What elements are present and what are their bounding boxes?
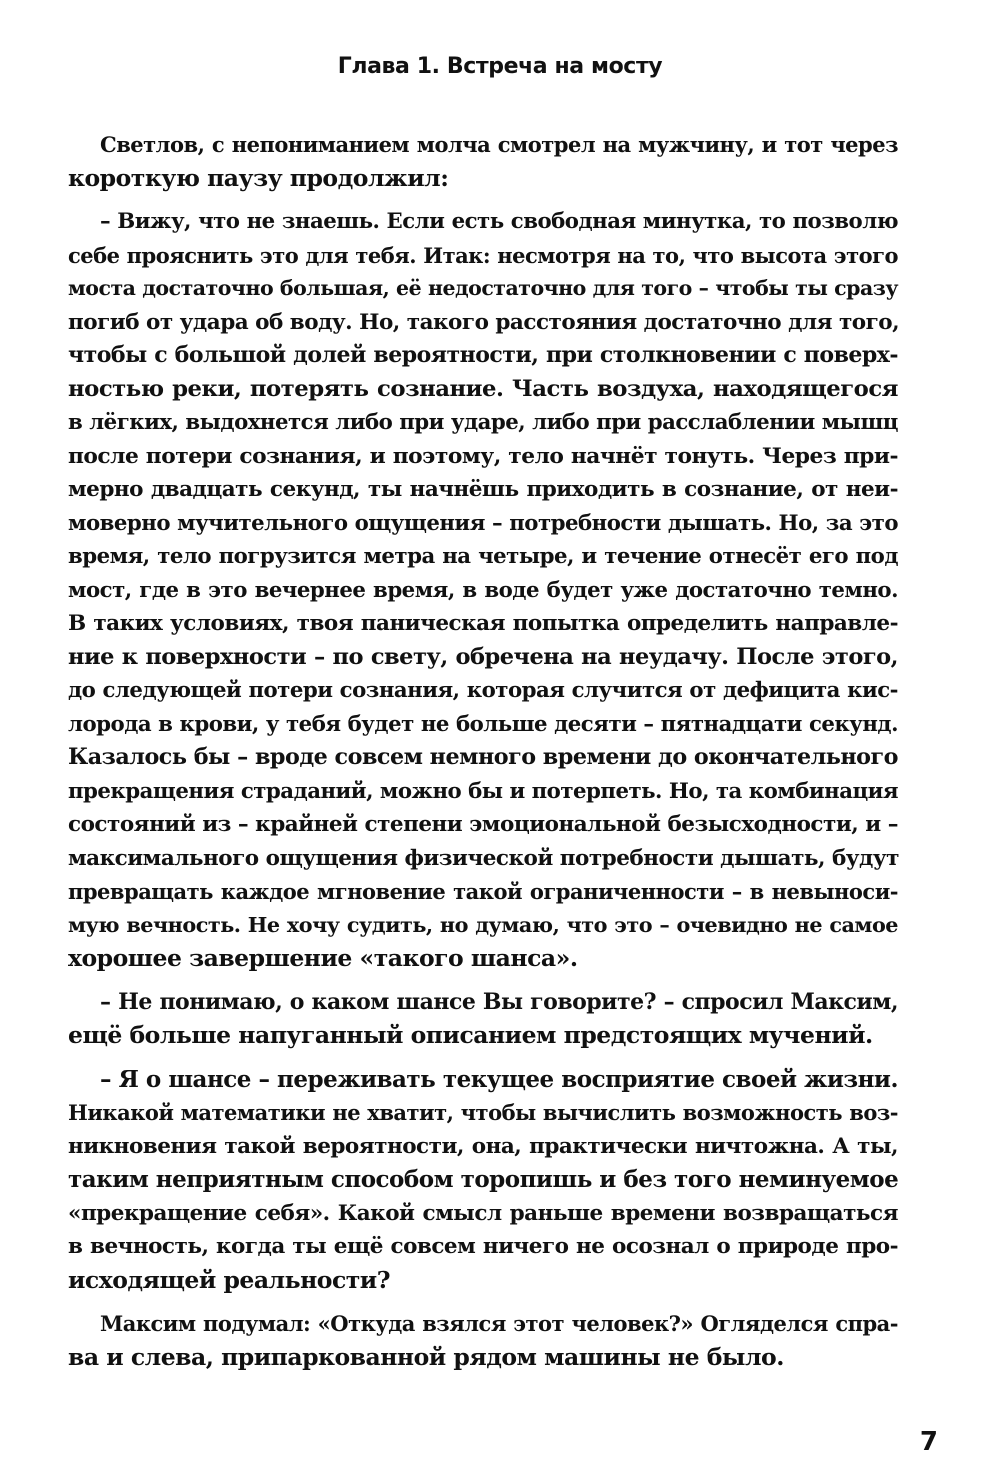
text-line: – Я о шансе – переживать текущее восприятие своей жизни. bbox=[100, 1065, 898, 1093]
text-line: Светлов, с непониманием молча смотрел на мужчину, и тот через bbox=[100, 132, 898, 157]
text-line: – Вижу, что не знаешь. Если есть свободная минутка, то позволю bbox=[100, 209, 898, 234]
text-line: себе прояснить это для тебя. Итак: несмотря на то, что высота этого bbox=[68, 242, 898, 268]
page-number: 7 bbox=[919, 1427, 938, 1457]
text-line: Казалось бы – вроде совсем немного времени до окончательного bbox=[68, 744, 898, 770]
text-line: погиб от удара об воду. Но, такого расстояния достаточно для того, bbox=[68, 309, 900, 335]
text-line: максимального ощущения физической потребности дышать, будут bbox=[68, 845, 899, 871]
text-line: чтобы с большой долей вероятности, при столкновении с поверх- bbox=[68, 342, 898, 368]
text-line: состояний из – крайней степени эмоциональной безысходности, и – bbox=[68, 812, 898, 837]
text-line: моверно мучительного ощущения – потребности дышать. Но, за это bbox=[68, 510, 898, 536]
text-line: – Не понимаю, о каком шансе Вы говорите? – спросил Максим, bbox=[100, 988, 898, 1015]
text-line: таким неприятным способом торопишь и без того неминуемое bbox=[68, 1166, 899, 1193]
text-line: прекращения страданий, можно бы и потерпеть. Но, та комбинация bbox=[68, 778, 899, 804]
text-line: моста достаточно большая, её недостаточно для того – чтобы ты сразу bbox=[68, 276, 898, 300]
text-line: ещё больше напуганный описанием предстоящих мучений. bbox=[68, 1021, 873, 1049]
paragraph bbox=[68, 1307, 898, 1374]
paragraph bbox=[68, 1063, 898, 1298]
paragraph bbox=[68, 205, 898, 976]
paragraph bbox=[68, 128, 898, 195]
text-line: ние к поверхности – по свету, обречена на неудачу. После этого, bbox=[68, 643, 898, 670]
text-line: ностью реки, потерять сознание. Часть воздуха, находящегося bbox=[68, 375, 898, 402]
chapter-title: Глава 1. Встреча на мосту bbox=[337, 54, 663, 79]
text-line: мерно двадцать секунд, ты начнёшь приходить в сознание, от неи- bbox=[68, 477, 898, 502]
text-line: время, тело погрузится метра на четыре, и течение отнесёт его под bbox=[68, 544, 898, 569]
text-line: «прекращение себя». Какой смысл раньше времени возвращаться bbox=[68, 1200, 898, 1226]
text-line: короткую паузу продолжил: bbox=[68, 163, 449, 192]
text-line: мую вечность. Не хочу судить, но думаю, что это – очевидно не самое bbox=[68, 912, 898, 937]
text-line: никновения такой вероятности, она, практически ничтожна. А ты, bbox=[68, 1133, 898, 1159]
body-text bbox=[68, 128, 898, 1384]
text-line: в вечность, когда ты ещё совсем ничего не осознал о природе про- bbox=[68, 1234, 898, 1259]
text-line: в лёгких, выдохнется либо при ударе, либо при расслаблении мышц bbox=[68, 410, 898, 435]
text-line: до следующей потери сознания, которая случится от дефицита кис- bbox=[68, 678, 898, 703]
text-line: мост, где в это вечернее время, в воде будет уже достаточно темно. bbox=[68, 577, 898, 603]
text-line: ва и слева, припаркованной рядом машины не было. bbox=[68, 1342, 784, 1371]
paragraph bbox=[68, 986, 898, 1053]
text-line: лорода в крови, у тебя будет не больше десяти – пятнадцати секунд. bbox=[68, 711, 898, 737]
text-line: исходящей реальности? bbox=[68, 1265, 391, 1294]
text-line: Максим подумал: «Откуда взялся этот человек?» Огляделся спра- bbox=[100, 1311, 898, 1336]
text-line: В таких условиях, твоя паническая попытка определить направле- bbox=[68, 611, 898, 636]
text-line: Никакой математики не хватит, чтобы вычислить возможность воз- bbox=[68, 1100, 898, 1125]
text-line: превращать каждое мгновение такой ограниченности – в невыноси- bbox=[68, 879, 898, 904]
text-line: после потери сознания, и поэтому, тело начнёт тонуть. Через при- bbox=[68, 443, 898, 469]
text-line: хорошее завершение «такого шанса». bbox=[68, 944, 578, 972]
